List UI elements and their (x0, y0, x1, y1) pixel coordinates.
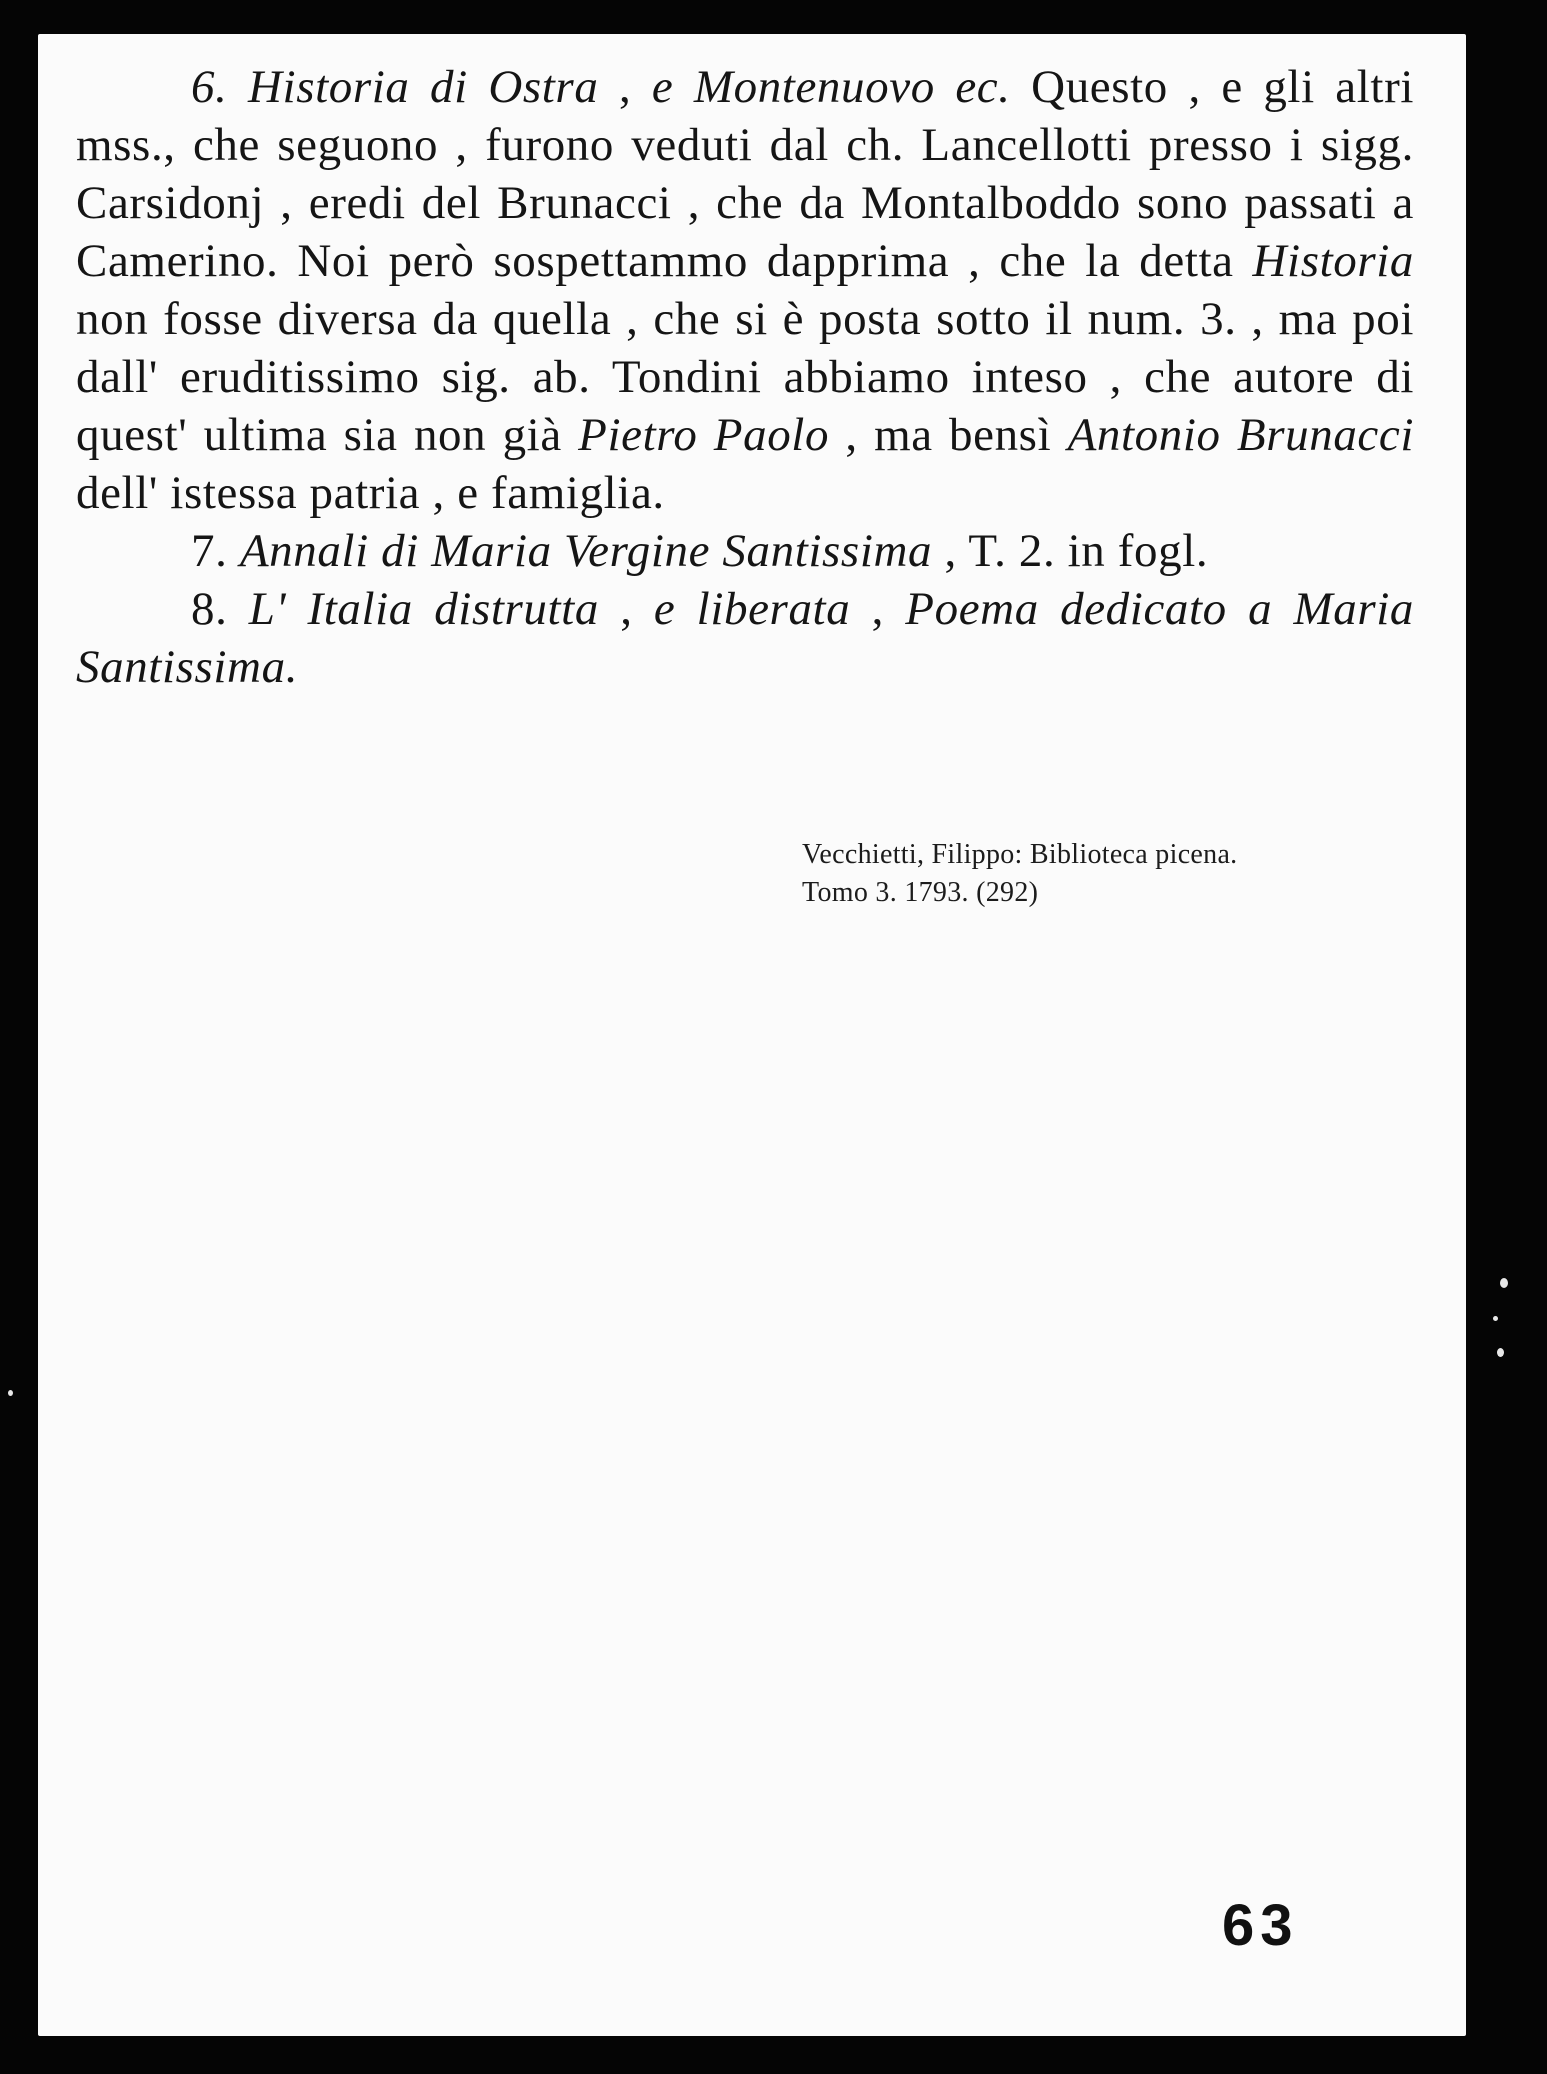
page-number: 63 (1222, 1893, 1299, 1958)
person-name: Antonio Brunacci (1067, 409, 1414, 461)
entry-7 (76, 522, 1414, 580)
entry-title: Poema dedicato a Maria Santissima. (76, 583, 1414, 693)
entry-title: e Montenuovo ec. (651, 61, 1011, 113)
card-text (76, 58, 1414, 696)
separator: , (850, 583, 906, 635)
entry-title: L' Italia distrutta (248, 583, 599, 635)
entry-number: 7. (191, 525, 228, 577)
entry-title: Annali di Maria Vergine Santissima (239, 525, 933, 577)
entry-body: dell' istessa patria , e famiglia. (76, 467, 665, 519)
entry-6 (76, 58, 1414, 522)
separator: , (598, 583, 654, 635)
scan-speck (1500, 1278, 1508, 1288)
entry-8 (76, 580, 1414, 696)
entry-number: 8. (191, 583, 228, 635)
citation-line-2: Tomo 3. 1793. (292) (802, 877, 1039, 908)
entry-body: Questo , e gli altri mss., che seguono , furono veduti dal ch. Lancellotti presso i sigg. Carsidonj , eredi del Brunacci , che da Montalboddo sono passati a Camerino. Noi però sospettammo dapprima , che la detta (76, 61, 1414, 287)
scan-speck (8, 1390, 13, 1396)
scan-speck (1493, 1316, 1498, 1321)
scan-speck (1497, 1348, 1504, 1357)
entry-title: e liberata (653, 583, 851, 635)
separator: , (598, 61, 652, 113)
entry-body: , ma bensì (829, 409, 1068, 461)
entry-body: non fosse diversa da quella , che si è posta sotto il num. 3. , ma poi dall' eruditissimo sig. ab. Tondini abbiamo inteso , che autore di quest' ultima sia non già (76, 293, 1414, 461)
entry-title: Historia di Ostra (248, 61, 599, 113)
citation (802, 836, 1442, 912)
entry-body: , T. 2. in fogl. (932, 525, 1209, 577)
citation-line-1: Vecchietti, Filippo: Biblioteca picena. (802, 839, 1238, 870)
person-name: Pietro Paolo (578, 409, 830, 461)
entry-title: Historia (1252, 235, 1414, 287)
entry-number: 6. (191, 61, 228, 113)
